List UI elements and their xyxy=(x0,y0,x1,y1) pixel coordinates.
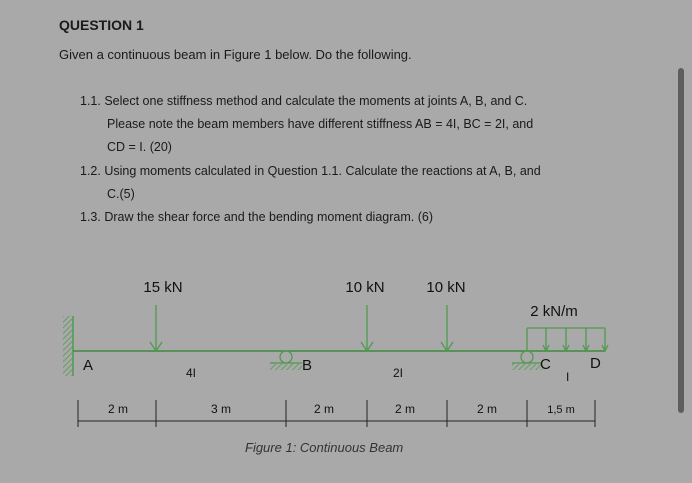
load-label-10kn-2: 10 kN xyxy=(426,279,466,296)
question-intro: Given a continuous beam in Figure 1 below. Do the following. xyxy=(59,47,412,62)
item-number: 1.1. xyxy=(80,94,101,108)
item-number: 1.3. xyxy=(80,210,101,224)
joint-label-c: C xyxy=(540,356,551,373)
point-load-15kn xyxy=(150,305,162,351)
question-title: QUESTION 1 xyxy=(59,17,144,33)
roller-support-c xyxy=(512,351,542,370)
roller-support-b xyxy=(270,351,302,370)
joint-label-b: B xyxy=(302,357,313,374)
item-1-1-note-line2: CD = I. (20) xyxy=(107,140,172,154)
stiffness-ab: 4I xyxy=(186,366,197,380)
load-label-15kn: 15 kN xyxy=(143,279,183,296)
dimension-line xyxy=(78,400,595,427)
load-label-10kn-1: 10 kN xyxy=(345,279,385,296)
load-label-udl: 2 kN/m xyxy=(530,303,578,320)
fixed-support-a xyxy=(63,316,73,376)
point-load-10kn-1 xyxy=(361,305,373,351)
item-number: 1.2. xyxy=(80,164,101,178)
scrollbar[interactable] xyxy=(678,68,684,413)
figure-caption: Figure 1: Continuous Beam xyxy=(245,440,404,455)
dimension-label: 2 m xyxy=(107,402,129,416)
stiffness-cd: I xyxy=(566,370,570,384)
joint-label-d: D xyxy=(590,355,601,372)
distributed-load xyxy=(527,328,608,351)
stiffness-bc: 2I xyxy=(393,366,404,380)
item-1-2-line2: C.(5) xyxy=(107,187,135,201)
dimension-label: 2 m xyxy=(313,402,335,416)
dimension-label: 2 m xyxy=(476,402,498,416)
item-text: Draw the shear force and the bending moment diagram. (6) xyxy=(104,210,433,224)
item-text: Using moments calculated in Question 1.1. Calculate the reactions at A, B, and xyxy=(104,164,541,178)
item-1-1-note-line1: Please note the beam members have different stiffness AB = 4I, BC = 2I, and xyxy=(107,117,534,131)
item-text: Select one stiffness method and calculate the moments at joints A, B, and C. xyxy=(104,94,528,108)
dimension-label: 3 m xyxy=(210,402,232,416)
dimension-label: 2 m xyxy=(394,402,416,416)
dimension-label: 1,5 m xyxy=(547,404,575,416)
joint-label-a: A xyxy=(83,357,94,374)
point-load-10kn-2 xyxy=(441,305,453,351)
